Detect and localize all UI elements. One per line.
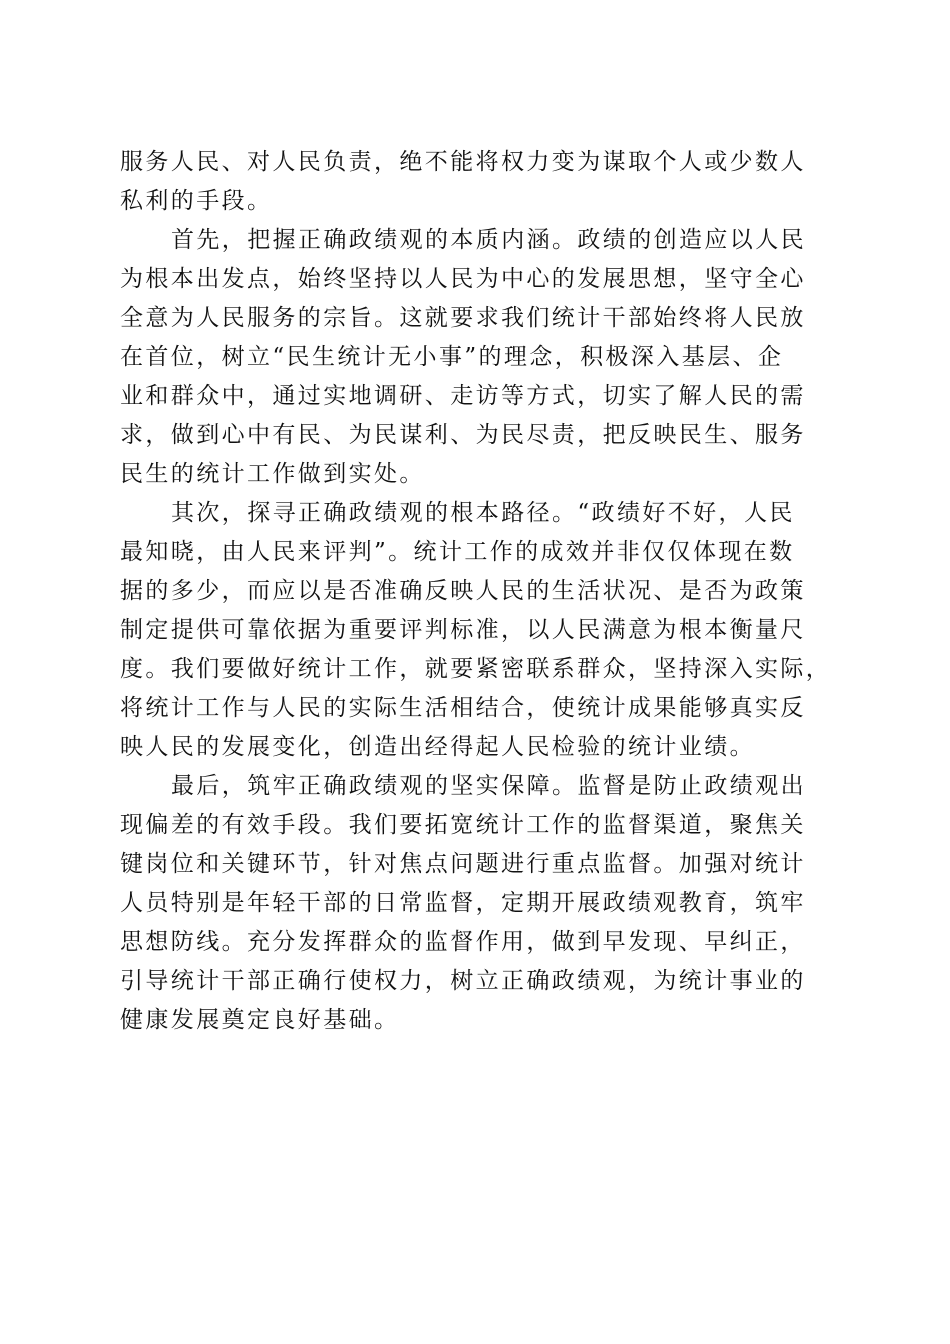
paragraph-2 [120,221,840,494]
paragraph-line: 民生的统计工作做到实处。 [120,461,425,487]
paragraph-line: 映人民的发展变化，创造出经得起人民检验的统计业绩。 [120,734,755,760]
paragraph-line: 引导统计干部正确行使权力，树立正确政绩观，为统计事业的 [120,968,806,994]
paragraph-line: 全意为人民服务的宗旨。这就要求我们统计干部始终将人民放 [120,305,806,331]
paragraph-line: 最后，筑牢正确政绩观的坚实保障。监督是防止政绩观出 [171,773,806,799]
paragraph-line: 业和群众中，通过实地调研、走访等方式，切实了解人民的需 [120,383,806,409]
paragraph-line: 在首位，树立“民生统计无小事”的理念，积极深入基层、企 [120,344,784,370]
paragraph-line: 人员特别是年轻干部的日常监督，定期开展政绩观教育，筑牢 [120,890,806,916]
paragraph-line: 键岗位和关键环节，针对焦点问题进行重点监督。加强对统计 [120,851,806,877]
paragraph-line: 健康发展奠定良好基础。 [120,1007,400,1033]
paragraph-line: 为根本出发点，始终坚持以人民为中心的发展思想，坚守全心 [120,266,806,292]
paragraph-line: 私利的手段。 [120,188,273,214]
paragraph-line: 思想防线。充分发挥群众的监督作用，做到早发现、早纠正， [120,929,806,955]
paragraph-line: 现偏差的有效手段。我们要拓宽统计工作的监督渠道，聚焦关 [120,812,806,838]
paragraph-line: 其次，探寻正确政绩观的根本路径。“政绩好不好，人民 [171,500,795,526]
paragraph-line: 制定提供可靠依据为重要评判标准，以人民满意为根本衡量尺 [120,617,806,643]
document-body [120,143,840,1040]
paragraph-line: 首先，把握正确政绩观的本质内涵。政绩的创造应以人民 [171,227,806,253]
paragraph-line: 据的多少，而应以是否准确反映人民的生活状况、是否为政策 [120,578,806,604]
paragraph-4 [120,767,840,1040]
paragraph-line: 将统计工作与人民的实际生活相结合，使统计成果能够真实反 [120,695,806,721]
paragraph-line: 度。我们要做好统计工作，就要紧密联系群众，坚持深入实际， [120,656,832,682]
paragraph-line: 求，做到心中有民、为民谋利、为民尽责，把反映民生、服务 [120,422,806,448]
paragraph-line: 服务人民、对人民负责，绝不能将权力变为谋取个人或少数人 [120,149,806,175]
paragraph-3 [120,494,840,767]
paragraph-line: 最知晓，由人民来评判”。统计工作的成效并非仅仅体现在数 [120,539,795,565]
paragraph-1 [120,143,840,221]
